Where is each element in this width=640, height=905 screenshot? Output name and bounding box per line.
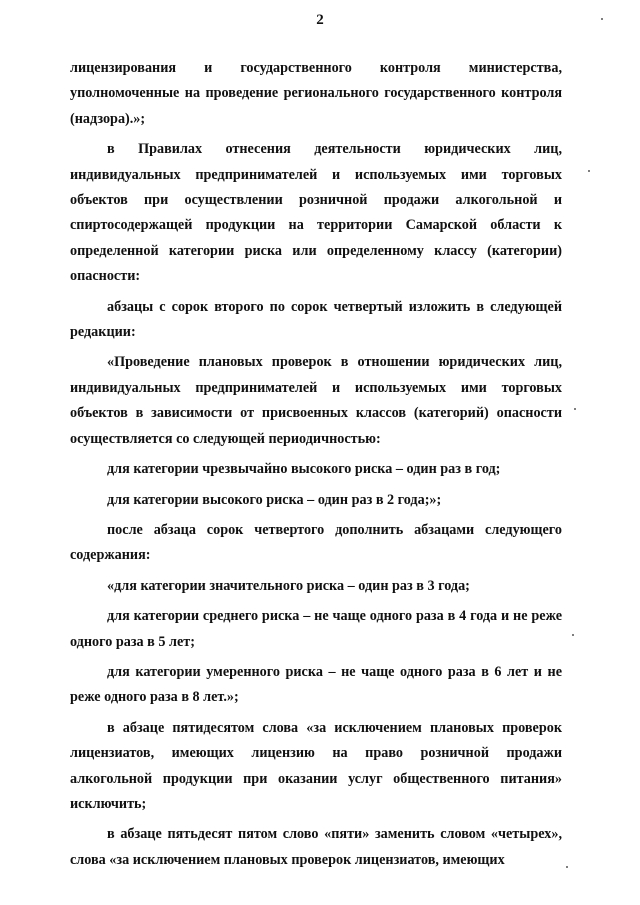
scan-speck bbox=[574, 408, 576, 410]
paragraph-medium-risk: для категории среднего риска – не чаще одного раза в 4 года и не реже одного раза в 5 лет; bbox=[70, 608, 562, 650]
paragraph-abzacy-42-44: абзацы с сорок второго по сорок четвертый изложить в следующей редакции: bbox=[70, 298, 562, 341]
scan-speck bbox=[601, 18, 603, 20]
paragraph-planned-inspections: «Проведение плановых проверок в отношении юридических лиц, индивидуальных предпринимателей и используемых ими торговых объектов в зависимости от присвоенных классов (категорий) опасности осуществляется со следующей периодичностью: bbox=[70, 354, 562, 447]
paragraph-moderate-risk: для категории умеренного риска – не чаще одного раза в 6 лет и не реже одного раза в 8 лет.»; bbox=[70, 663, 562, 706]
paragraph-rules-amendment: в Правилах отнесения деятельности юридических лиц, индивидуальных предпринимателей и используемых ими торговых объектов при осуществлении розничной продажи алкогольной и спиртосодержащей продукции на территории Самарской области к определенной категории риска или определенному классу (категории) опасности: bbox=[70, 141, 562, 285]
scan-speck bbox=[588, 170, 590, 172]
paragraph-high-risk: для категории высокого риска – один раз в 2 года;»; bbox=[107, 491, 442, 508]
paragraph-abzac-55: в абзаце пятьдесят пятом слово «пяти» заменить словом «четырех», слова «за исключением плановых проверок лицензиатов, имеющих bbox=[70, 826, 562, 868]
paragraph-significant-risk: «для категории значительного риска – один раз в 3 года; bbox=[107, 577, 470, 594]
paragraph-after-abzac-44: после абзаца сорок четвертого дополнить абзацами следующего содержания: bbox=[70, 521, 562, 564]
paragraph-extremely-high-risk: для категории чрезвычайно высокого риска – один раз в год; bbox=[107, 461, 501, 478]
paragraph-abzac-50: в абзаце пятидесятом слова «за исключением плановых проверок лицензиатов, имеющих лицензию на право розничной продажи алкогольной продукции при оказании услуг общественного питания» исключить; bbox=[70, 719, 562, 812]
scan-speck bbox=[566, 866, 568, 868]
scan-speck bbox=[572, 634, 574, 636]
page-number: 2 bbox=[316, 12, 324, 28]
paragraph-continuation: лицензирования и государственного контроля министерства, уполномоченные на проведение регионального государственного контроля (надзора).»; bbox=[70, 60, 562, 127]
document-body bbox=[70, 56, 562, 873]
